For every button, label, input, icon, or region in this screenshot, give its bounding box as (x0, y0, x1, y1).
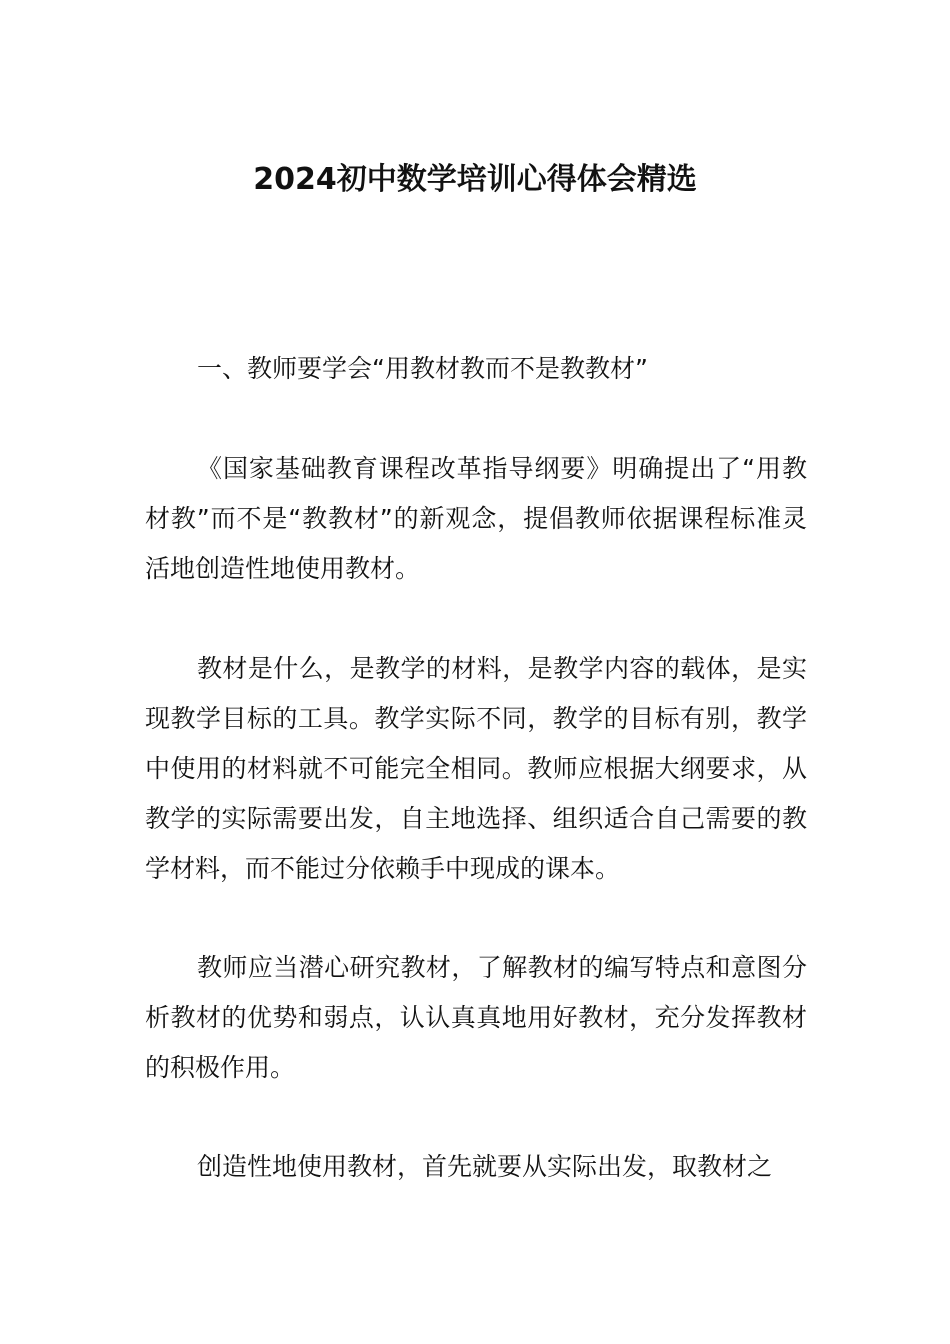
paragraph-3: 教师应当潜心研究教材，了解教材的编写特点和意图分析教材的优势和弱点，认认真真地用好教材，充分发挥教材的积极作用。 (145, 953, 807, 1082)
document-title: 2024初中数学培训心得体会精选 (253, 162, 697, 197)
paragraph-1: 《国家基础教育课程改革指导纲要》明确提出了“用教材教”而不是“教教材”的新观念，提倡教师依据课程标准灵活地创造性地使用教材。 (145, 454, 807, 583)
paragraph-4: 创造性地使用教材，首先就要从实际出发，取教材之 (197, 1152, 773, 1181)
paragraph-2: 教材是什么，是教学的材料，是教学内容的载体，是实现教学目标的工具。教学实际不同，教学的目标有别，教学中使用的材料就不可能完全相同。教师应根据大纲要求，从教学的实际需要出发，自主地选择、组织适合自己需要的教学材料，而不能过分依赖手中现成的课本。 (145, 654, 807, 883)
section-heading: 一、教师要学会“用教材教而不是教教材” (197, 354, 648, 383)
